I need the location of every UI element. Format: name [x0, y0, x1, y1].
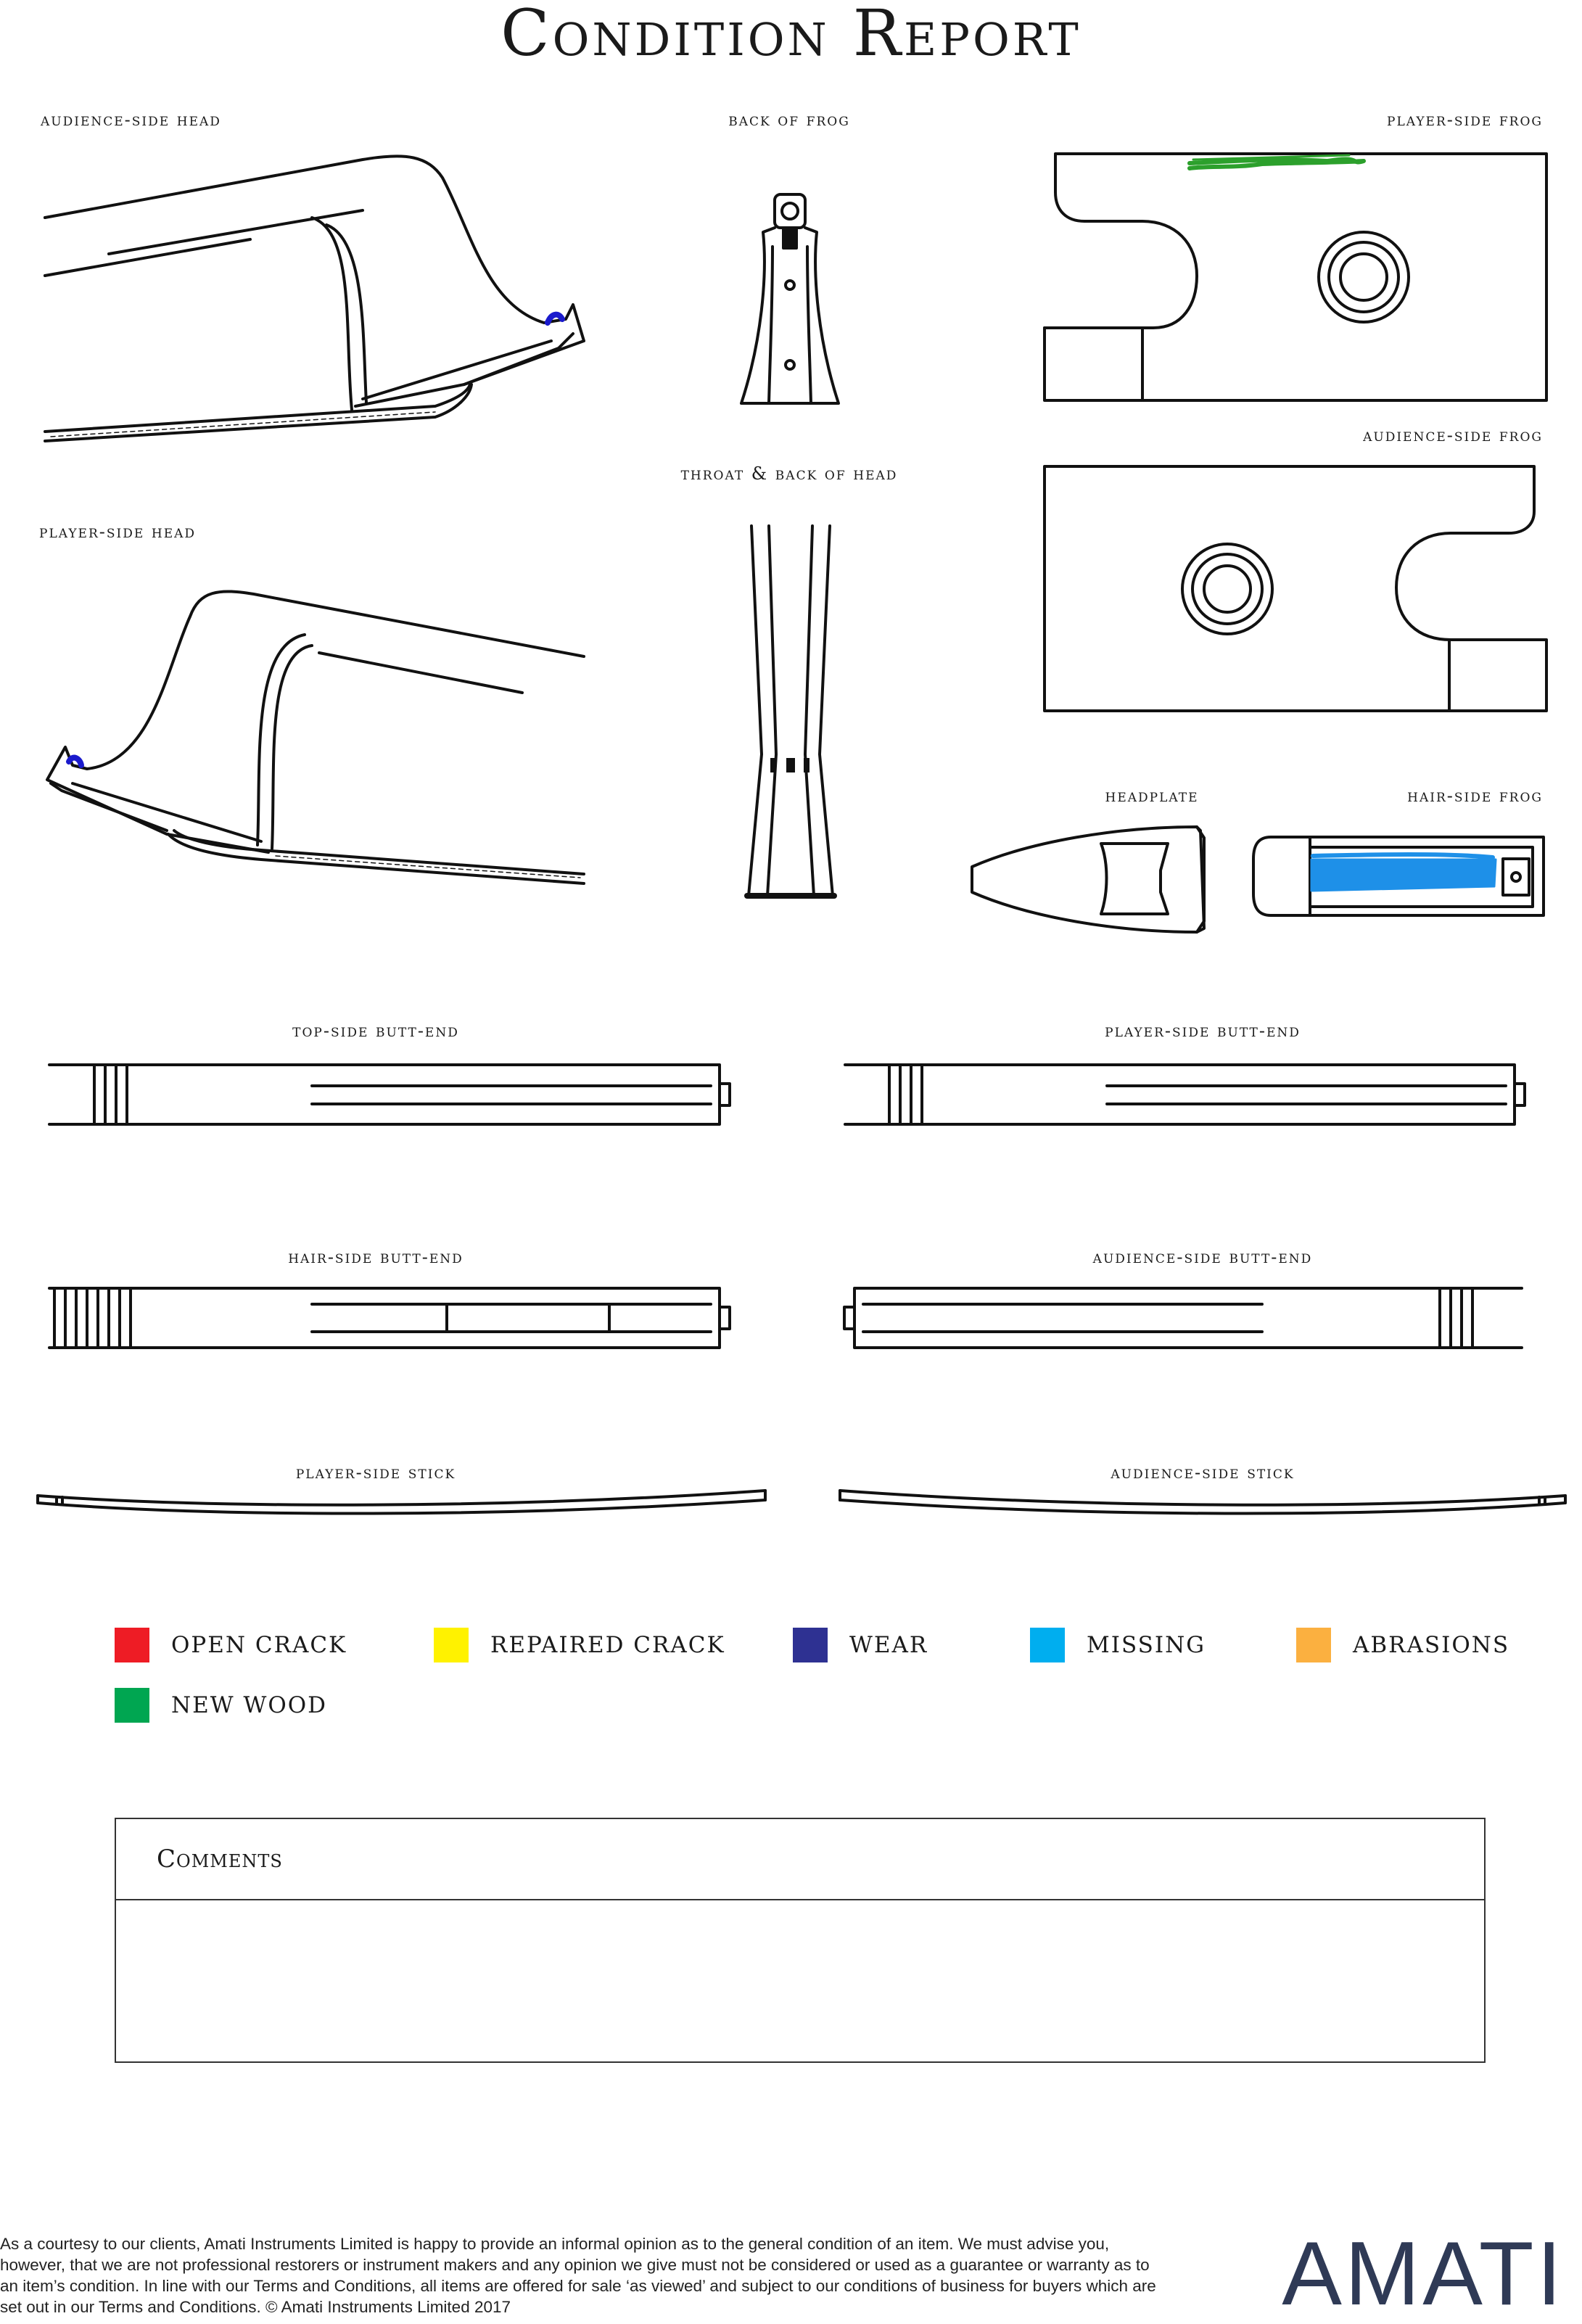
label-hair-side-butt-end: hair-side butt-end	[288, 1247, 464, 1267]
comments-heading: Comments	[116, 1819, 1484, 1900]
back-of-frog-diagram	[741, 194, 839, 403]
legend-label: ABRASIONS	[1353, 1632, 1510, 1658]
amati-logo: AMATI	[1282, 2224, 1565, 2324]
player-side-frog-diagram	[1045, 154, 1546, 400]
legend-label: MISSING	[1087, 1632, 1206, 1658]
legend-missing	[1030, 1626, 1206, 1664]
legend-label: NEW WOOD	[171, 1692, 328, 1718]
legend-label: WEAR	[849, 1632, 928, 1658]
legend-new-wood	[115, 1686, 327, 1724]
audience-side-frog-diagram	[1045, 466, 1546, 711]
label-audience-side-head: audience-side head	[41, 110, 221, 130]
legend-open-crack	[115, 1626, 347, 1664]
label-throat-back-of-head: throat & back of head	[680, 463, 898, 484]
audience-side-butt-end-diagram	[844, 1288, 1522, 1348]
legend-label: REPAIRED CRACK	[490, 1632, 725, 1658]
label-top-side-butt-end: top-side butt-end	[292, 1021, 459, 1041]
hair-side-butt-end-diagram	[49, 1288, 730, 1348]
label-audience-side-butt-end: audience-side butt-end	[1092, 1247, 1313, 1267]
throat-back-of-head-diagram	[747, 526, 834, 896]
legend-swatch	[115, 1688, 149, 1723]
label-headplate: headplate	[1105, 786, 1199, 806]
disclaimer-text: As a courtesy to our clients, Amati Instruments Limited is happy to provide an informal opinion as to the general condition of an item. We must advise you, however, that we are not professional restorers or instrument makers and any opinion we give must not be considered or used as a guarantee or warranty as to an item’s condition. In line with our Terms and Conditions, all items are offered for sale ‘as viewed’ and subject to our conditions of business for buyers which are set out in our Terms and Conditions. © Amati Instruments Limited 2017	[0, 2235, 1156, 2316]
legend-swatch	[434, 1628, 469, 1662]
label-player-side-butt-end: player-side butt-end	[1105, 1021, 1301, 1041]
player-side-butt-end-diagram	[845, 1065, 1525, 1124]
legend-wear	[793, 1626, 928, 1664]
legend-label: OPEN CRACK	[171, 1632, 347, 1658]
audience-side-stick-diagram	[840, 1491, 1565, 1514]
page-title: Condition Report	[500, 0, 1082, 70]
audience-side-head-diagram	[45, 156, 584, 441]
legend-repaired-crack	[434, 1626, 725, 1664]
legend-swatch	[1030, 1628, 1065, 1662]
legend-swatch	[793, 1628, 828, 1662]
player-side-head-diagram	[47, 591, 584, 883]
legend-swatch	[1296, 1628, 1331, 1662]
player-side-stick-diagram	[38, 1491, 765, 1514]
headplate-diagram	[972, 827, 1204, 932]
label-audience-side-frog: audience-side frog	[1363, 425, 1543, 445]
top-side-butt-end-diagram	[49, 1065, 730, 1124]
label-back-of-frog: back of frog	[728, 110, 850, 130]
hair-side-frog-diagram	[1253, 837, 1544, 915]
legend-swatch	[115, 1628, 149, 1662]
label-audience-side-stick: audience-side stick	[1111, 1462, 1295, 1483]
legend-abrasions	[1296, 1626, 1509, 1664]
label-player-side-head: player-side head	[39, 522, 197, 542]
label-player-side-frog: player-side frog	[1387, 110, 1543, 130]
comments-box	[115, 1818, 1486, 2063]
label-player-side-stick: player-side stick	[295, 1462, 456, 1483]
label-hair-side-frog: hair-side frog	[1407, 786, 1543, 806]
comments-field[interactable]	[116, 1900, 1484, 2063]
